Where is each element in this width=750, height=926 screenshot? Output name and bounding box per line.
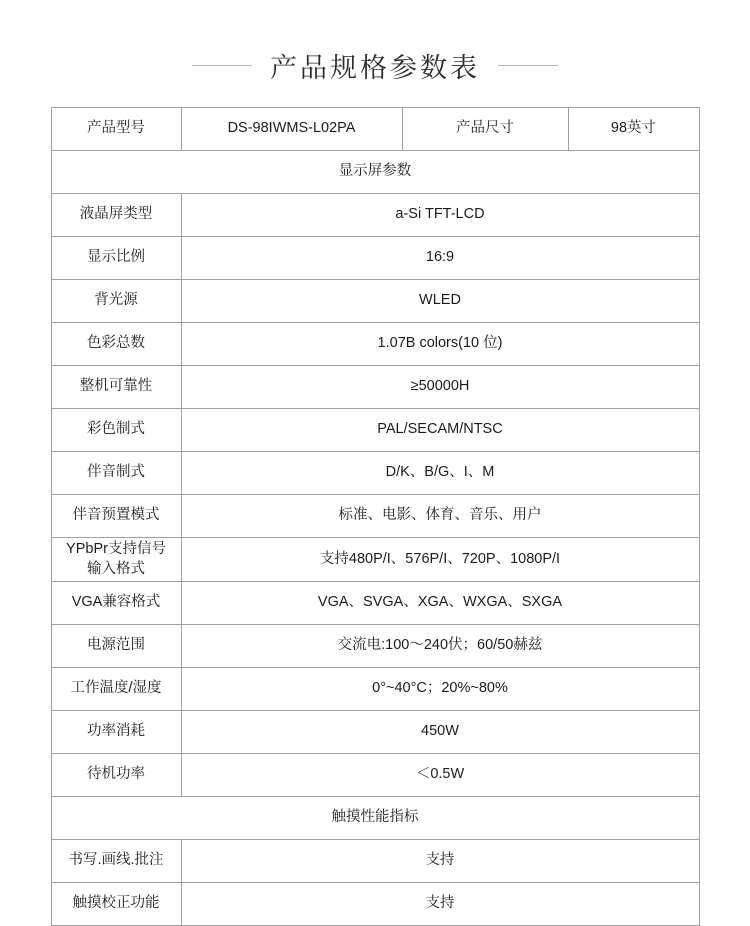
table-section-header [51,797,699,840]
row-label: 整机可靠性 [51,366,181,409]
section-title-touch: 触摸性能指标 [51,797,699,840]
row-label: 触摸校正功能 [51,883,181,926]
row-label [51,538,181,582]
table-row [51,409,699,452]
row-label: 书写.画线.批注 [51,840,181,883]
row-value: 16:9 [181,237,699,280]
table-row [51,840,699,883]
title-rule-right [498,65,558,66]
table-row [51,194,699,237]
row-label: VGA兼容格式 [51,582,181,625]
model-label: 产品型号 [51,108,181,151]
row-label: 背光源 [51,280,181,323]
row-value: a-Si TFT-LCD [181,194,699,237]
table-row [51,280,699,323]
table-row [51,668,699,711]
row-label-line2: 输入格式 [87,560,145,577]
table-row [51,711,699,754]
table-row [51,323,699,366]
table-row [51,582,699,625]
row-value: D/K、B/G、I、M [181,452,699,495]
row-value: ≥50000H [181,366,699,409]
row-value: 支持 [181,883,699,926]
table-row [51,495,699,538]
row-label: 色彩总数 [51,323,181,366]
row-value: 交流电:100～240伏；60/50赫兹 [181,625,699,668]
row-label: 彩色制式 [51,409,181,452]
row-label-line1: YPbPr支持信号 [66,541,166,557]
table-row [51,754,699,797]
row-value: 支持 [181,840,699,883]
table-row [51,452,699,495]
table-section-header [51,151,699,194]
size-label: 产品尺寸 [402,108,568,151]
row-value: ＜0.5W [181,754,699,797]
row-label: 待机功率 [51,754,181,797]
row-value: PAL/SECAM/NTSC [181,409,699,452]
spec-table [51,107,700,926]
row-value: 0°~40°C；20%~80% [181,668,699,711]
row-label: 工作温度/湿度 [51,668,181,711]
page-title: 产品规格参数表 [270,53,480,83]
row-label: 显示比例 [51,237,181,280]
row-label: 电源范围 [51,625,181,668]
row-label: 功率消耗 [51,711,181,754]
row-label: 伴音预置模式 [51,495,181,538]
size-value: 98英寸 [568,108,699,151]
title-rule-left [192,65,252,66]
row-label: 伴音制式 [51,452,181,495]
table-row [51,366,699,409]
section-title-display: 显示屏参数 [51,151,699,194]
table-row [51,237,699,280]
table-row [51,883,699,926]
row-value: WLED [181,280,699,323]
table-row [51,538,699,582]
page-title-block [0,0,750,107]
row-value: 支持480P/I、576P/I、720P、1080P/I [181,538,699,582]
row-value: VGA、SVGA、XGA、WXGA、SXGA [181,582,699,625]
row-value: 450W [181,711,699,754]
row-value: 1.07B colors(10 位) [181,323,699,366]
table-row [51,625,699,668]
row-value: 标准、电影、体育、音乐、用户 [181,495,699,538]
table-row-model [51,108,699,151]
row-label: 液晶屏类型 [51,194,181,237]
model-value: DS-98IWMS-L02PA [181,108,402,151]
